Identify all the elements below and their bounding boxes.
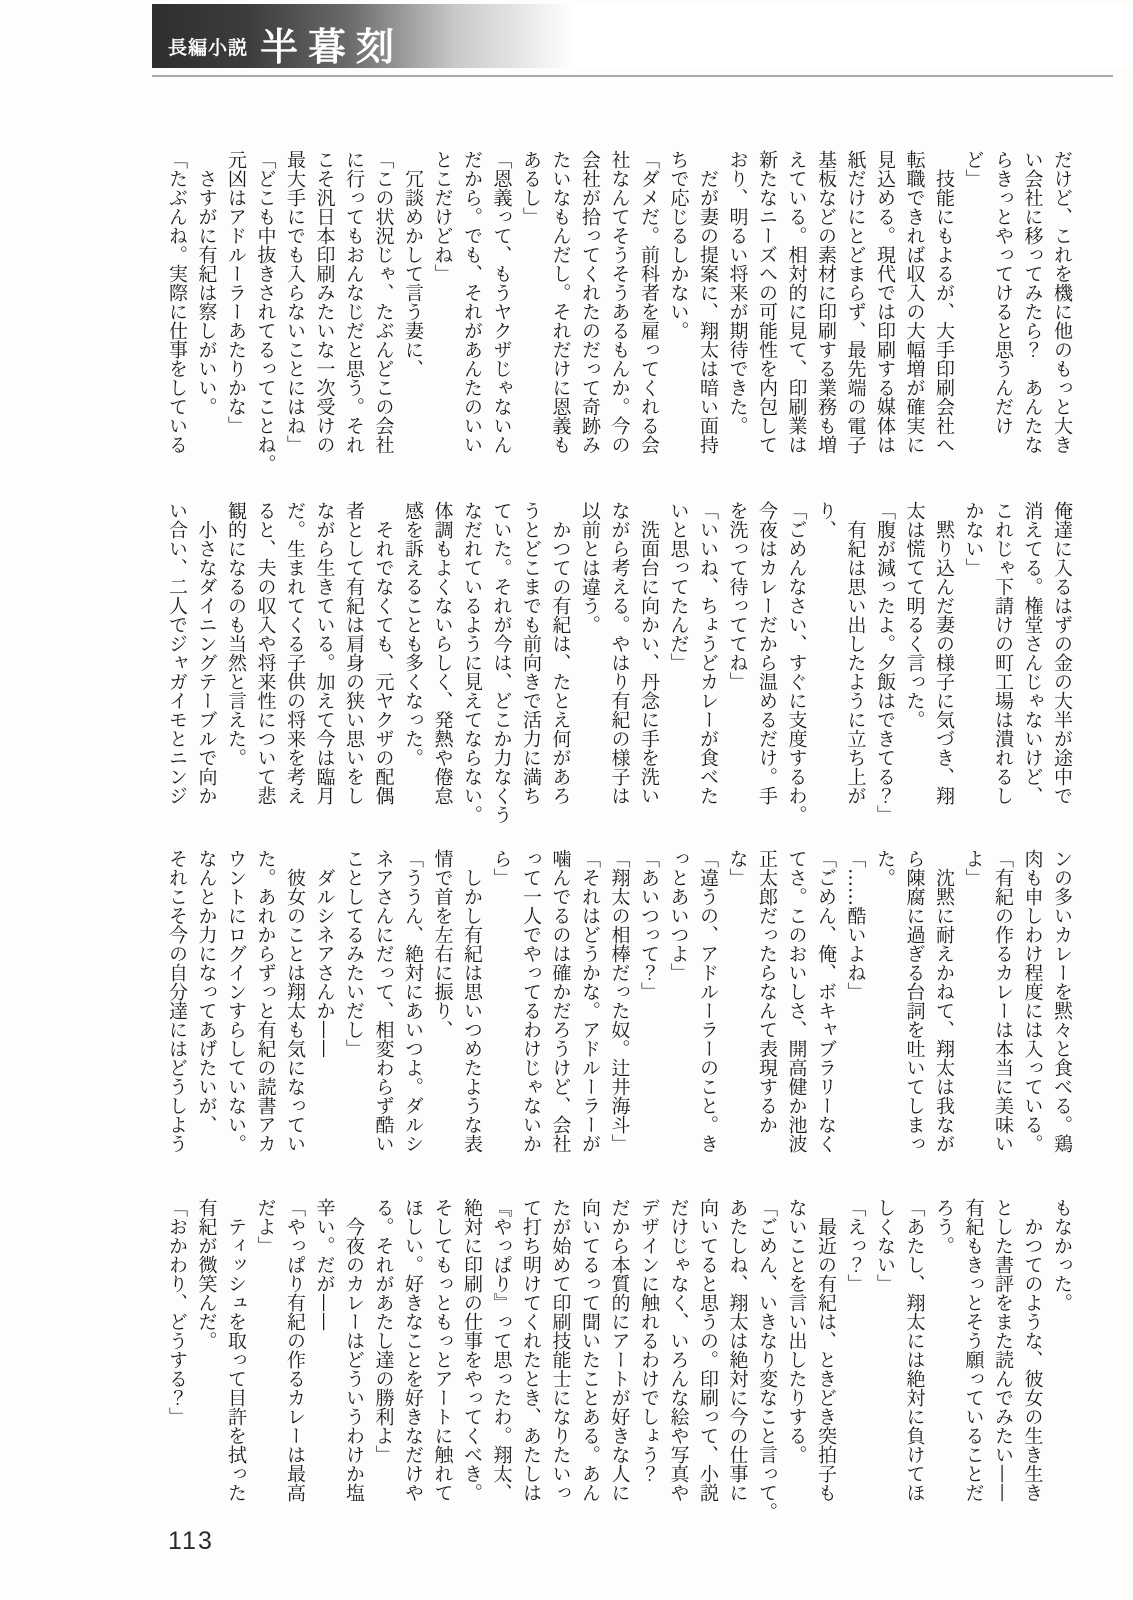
text-line: 「……酷いよね」 bbox=[844, 849, 867, 1001]
text-line: 最大手にでも入らないことにはね」 bbox=[284, 150, 306, 454]
text-line: い会社に移ってみたら？ あんたな bbox=[1021, 150, 1044, 454]
text-line: デザインに触れるわけでしょう？ bbox=[638, 1198, 660, 1483]
text-line: いと思ってたんだ」 bbox=[667, 501, 690, 672]
text-line: 『やっぱり』って思ったわ。翔太、 bbox=[490, 1198, 513, 1502]
text-line: 肉も申しわけ程度には入っている。 bbox=[1021, 849, 1044, 1153]
text-line: に行ってもおんなじだと思う。それ bbox=[343, 150, 365, 454]
text-line: 基板などの素材に印刷する業務も増 bbox=[815, 150, 837, 454]
text-line: 新たなニーズへの可能性を内包して bbox=[756, 150, 778, 454]
text-line: 絶対に印刷の仕事をやってくべき。 bbox=[461, 1198, 483, 1502]
text-line: さすがに有紀は察しがいい。 bbox=[195, 150, 218, 416]
text-line: うとどこまでも前向きで活力に満ち bbox=[520, 501, 542, 805]
text-line: 紙だけにとどまらず、最先端の電子 bbox=[844, 150, 867, 454]
text-line: だから本質的にアートが好きな人に bbox=[608, 1198, 631, 1502]
text-line: とした書評をまた読んでみたい—— bbox=[992, 1198, 1014, 1502]
text-line: しかし有紀は思いつめたような表 bbox=[461, 849, 483, 1153]
text-line: 彼女のことは翔太も気になってい bbox=[284, 849, 306, 1153]
text-line: 「あいつって？」 bbox=[638, 849, 660, 1001]
text-line: 「やっぱり有紀の作るカレーは最高 bbox=[284, 1198, 306, 1502]
text-line: あたしね、翔太は絶対に今の仕事に bbox=[726, 1198, 749, 1502]
text-line: 社なんてそうそうあるもんか。今の bbox=[608, 150, 631, 454]
text-line: 沈黙に耐えかねて、翔太は我なが bbox=[933, 849, 955, 1153]
text-line: 「違うの、アドルーラーのこと。き bbox=[697, 849, 719, 1153]
text-line: 噛んでるのは確かだろうけど、会社 bbox=[549, 849, 572, 1153]
text-line: ほしい。好きなことを好きなだけや bbox=[402, 1198, 424, 1502]
text-line: た。 bbox=[874, 849, 896, 887]
text-line: 「それはどうかな。アドルーラーが bbox=[579, 849, 601, 1153]
text-band-1 bbox=[160, 150, 1076, 473]
text-line: 最近の有紀は、ときどき突拍子も bbox=[815, 1198, 837, 1502]
text-line: ど」 bbox=[962, 150, 985, 188]
text-line: 洗面台に向かい、丹念に手を洗い bbox=[638, 501, 660, 805]
text-line: 「いいね、ちょうどカレーが食べた bbox=[697, 501, 719, 805]
text-line: よ」 bbox=[962, 849, 985, 887]
text-line: 「有紀の作るカレーは本当に美味い bbox=[992, 849, 1014, 1153]
text-line: かつての有紀は、たとえ何があろ bbox=[549, 501, 572, 805]
text-line: 俺達に入るはずの金の大半が途中で bbox=[1051, 501, 1073, 805]
text-line: なんとか力になってあげたいが、 bbox=[195, 849, 218, 1134]
text-line: い合い、二人でジャガイモとニンジ bbox=[166, 501, 188, 805]
text-line: 冗談めかして言う妻に、 bbox=[402, 150, 424, 378]
text-line: 見込める。現代では印刷する媒体は bbox=[874, 150, 896, 454]
text-line: 消えてる。権堂さんじゃないけど、 bbox=[1021, 501, 1044, 805]
genre-label: 長編小説 bbox=[168, 37, 249, 59]
text-line: あるし」 bbox=[520, 150, 542, 226]
text-line: 辛い。だが—— bbox=[313, 1198, 336, 1331]
text-line: 黙り込んだ妻の様子に気づき、翔 bbox=[933, 501, 955, 805]
text-line: だから。でも、それがあんたのいい bbox=[461, 150, 483, 454]
text-line: 感を訴えることも多くなった。 bbox=[402, 501, 424, 767]
text-line: ウントにログインすらしていない。 bbox=[225, 849, 247, 1153]
text-line: もなかった。 bbox=[1051, 1198, 1073, 1312]
text-line: それでなくても、元ヤクザの配偶 bbox=[372, 501, 395, 805]
text-line: おり、明るい将来が期待できた。 bbox=[726, 150, 749, 435]
text-line: 元凶はアドルーラーあたりかな」 bbox=[225, 150, 247, 435]
text-line: ちで応じるしかない。 bbox=[667, 150, 690, 340]
page-number: 113 bbox=[168, 1527, 214, 1555]
text-line: り、 bbox=[815, 501, 837, 539]
text-line: かつてのような、彼女の生き生き bbox=[1021, 1198, 1044, 1502]
text-line: 向いてると思うの。印刷って、小説 bbox=[697, 1198, 719, 1502]
text-line: ティッシュを取って目許を拭った bbox=[225, 1198, 247, 1502]
header-rule bbox=[152, 75, 1113, 77]
text-line: ダルシネアさんか—— bbox=[313, 849, 336, 1058]
text-line: 「翔太の相棒だった奴。辻井海斗」 bbox=[608, 849, 631, 1153]
text-line: っとあいつよ」 bbox=[667, 849, 690, 982]
text-line: 情で首を左右に振り、 bbox=[431, 849, 454, 1039]
text-line: 「あたし、翔太には絶対に負けてほ bbox=[903, 1198, 926, 1502]
title-banner bbox=[152, 4, 1133, 68]
text-line: こそ汎日本印刷みたいな一次受けの bbox=[313, 150, 336, 454]
text-line: ら陳腐に過ぎる台詞を吐いてしまっ bbox=[903, 849, 926, 1153]
novel-title: 半暮刻 bbox=[260, 24, 405, 69]
text-line: ろう。 bbox=[933, 1198, 955, 1255]
text-line: だけじゃなく、いろんな絵や写真や bbox=[667, 1198, 690, 1502]
text-line: たいなもんだし。それだけに恩義も bbox=[549, 150, 572, 454]
text-line: それこそ今の自分達にはどうしよう bbox=[166, 849, 188, 1153]
text-line: ながら考える。やはり有紀の様子は bbox=[608, 501, 631, 805]
text-line: 体調もよくないらしく、発熱や倦怠 bbox=[431, 501, 454, 805]
text-line: 会社が拾ってくれたのだって奇跡み bbox=[579, 150, 601, 454]
text-line: 技能にもよるが、大手印刷会社へ bbox=[933, 150, 955, 454]
text-line: 有紀もきっとそう願っていることだ bbox=[962, 1198, 985, 1502]
text-line: ないことを言い出したりする。 bbox=[785, 1198, 808, 1464]
text-line: だよ」 bbox=[254, 1198, 277, 1255]
text-line: 今夜のカレーはどういうわけか塩 bbox=[343, 1198, 365, 1502]
text-line: ネアさんにだって、相変わらず酷い bbox=[372, 849, 395, 1153]
text-line: 今夜はカレーだから温めるだけ。手 bbox=[756, 501, 778, 805]
text-line: だが妻の提案に、翔太は暗い面持 bbox=[697, 150, 719, 454]
text-line: たが始めて印刷技能士になりたいっ bbox=[549, 1198, 572, 1502]
text-line: て打ち明けてくれたとき、あたしは bbox=[520, 1198, 542, 1502]
text-line: 観的になるのも当然と言えた。 bbox=[225, 501, 247, 767]
text-line: 「ダメだ。前科者を雇ってくれる会 bbox=[638, 150, 660, 454]
text-line: 有紀が微笑んだ。 bbox=[195, 1198, 218, 1350]
text-line: 「ごめん、俺、ボキャブラリーなく bbox=[815, 849, 837, 1153]
text-line: 「えっ？」 bbox=[844, 1198, 867, 1293]
text-line: だ。生まれてくる子供の将来を考え bbox=[284, 501, 306, 805]
text-line: 太は慌てて明るく言った。 bbox=[903, 501, 926, 729]
text-line: 以前とは違う。 bbox=[579, 501, 601, 634]
text-line: ら」 bbox=[490, 849, 513, 887]
text-line: えている。相対的に見て、印刷業は bbox=[785, 150, 808, 454]
text-line: ると、夫の収入や将来性について悲 bbox=[254, 501, 277, 805]
text-line: これじゃ下請けの町工場は潰れるし bbox=[992, 501, 1014, 805]
text-line: 有紀は思い出したように立ち上が bbox=[844, 501, 867, 805]
text-line: なだれているように見えてならない。 bbox=[461, 501, 483, 824]
text-line: かない」 bbox=[962, 501, 985, 577]
text-line: 向いてるって聞いたことある。あん bbox=[579, 1198, 601, 1502]
text-line: を洗って待っててね」 bbox=[726, 501, 749, 691]
text-line: 「ごめん、いきなり変なこと言って。 bbox=[756, 1198, 778, 1521]
text-line: 転職できれば収入の大幅増が確実に bbox=[903, 150, 926, 454]
text-band-4 bbox=[160, 1198, 1076, 1521]
text-line: な」 bbox=[726, 849, 749, 887]
text-line: しくない」 bbox=[874, 1198, 896, 1293]
text-line: ていた。それが今は、どこか力なくう bbox=[490, 501, 513, 824]
text-line: 者として有紀は肩身の狭い思いをし bbox=[343, 501, 365, 805]
text-band-3 bbox=[160, 849, 1076, 1155]
text-line: ンの多いカレーを黙々と食べる。鶏 bbox=[1051, 849, 1073, 1153]
text-line: 「この状況じゃ、たぶんどこの会社 bbox=[372, 150, 395, 454]
text-line: 「腹が減ったよ。夕飯はできてる？」 bbox=[874, 501, 896, 824]
text-line: てさ。このおいしさ、開高健か池波 bbox=[785, 849, 808, 1153]
text-line: 「たぶんね。実際に仕事をしている bbox=[166, 150, 188, 454]
text-line: ながら生きている。加えて今は臨月 bbox=[313, 501, 336, 805]
text-line: 「どこも中抜きされてるってことね。 bbox=[254, 150, 277, 473]
text-line: る。それがあたし達の勝利よ」 bbox=[372, 1198, 395, 1464]
text-line: だけど、これを機に他のもっと大き bbox=[1051, 150, 1073, 454]
text-line: た。あれからずっと有紀の読書アカ bbox=[254, 849, 277, 1153]
text-line: 「ごめんなさい、すぐに支度するわ。 bbox=[785, 501, 808, 824]
text-band-2 bbox=[160, 501, 1076, 824]
text-line: そしてもっともっとアートに触れて bbox=[431, 1198, 454, 1502]
text-line: 「ううん、絶対にあいつよ。ダルシ bbox=[402, 849, 424, 1153]
text-line: ことしてるみたいだし」 bbox=[343, 849, 365, 1058]
text-line: とこだけどね」 bbox=[431, 150, 454, 283]
text-line: らきっとやってけると思うんだけ bbox=[992, 150, 1014, 435]
text-line: 「恩義って、もうヤクザじゃないん bbox=[490, 150, 513, 454]
text-line: 小さなダイニングテーブルで向か bbox=[195, 501, 218, 805]
text-line: 正太郎だったらなんて表現するか bbox=[756, 849, 778, 1134]
text-line: 「おかわり、どうする？」 bbox=[166, 1198, 188, 1426]
text-line: って一人でやってるわけじゃないか bbox=[520, 849, 542, 1153]
